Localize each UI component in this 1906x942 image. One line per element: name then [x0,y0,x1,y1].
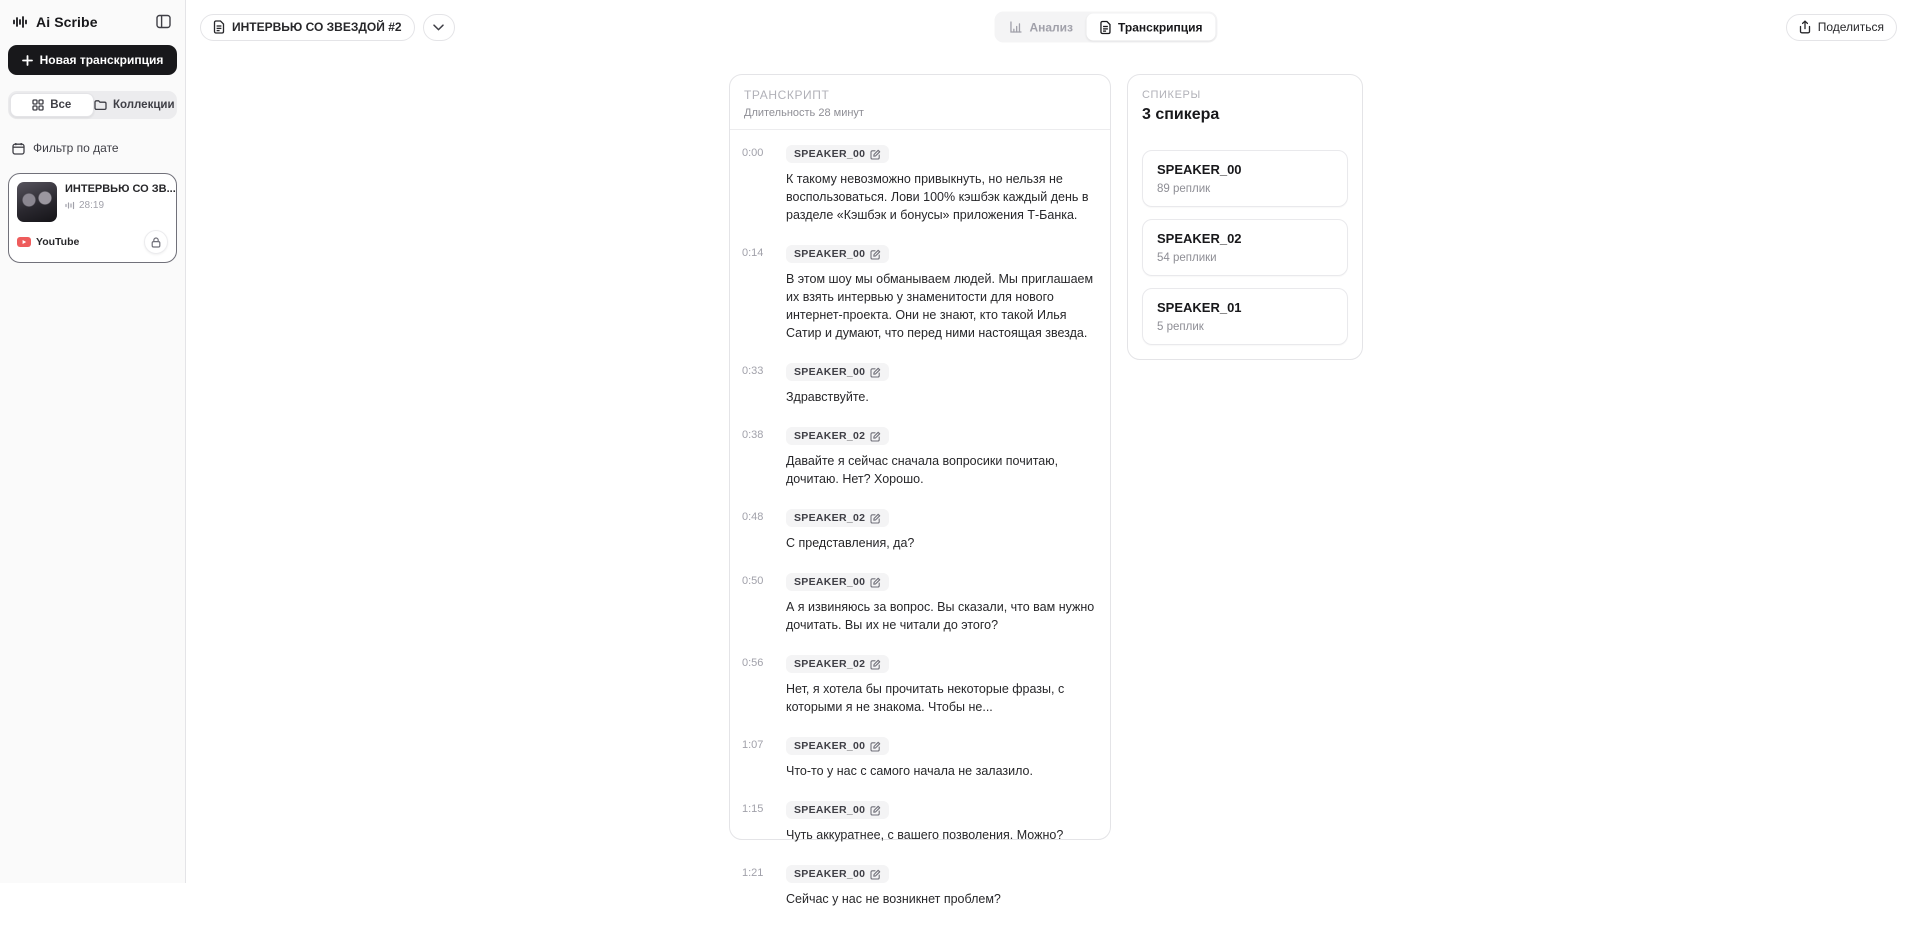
transcript-entries [730,130,1110,942]
entry-body [786,864,1098,908]
speaker-badge[interactable] [786,509,889,527]
transcript-entry [742,572,1098,634]
filter-by-date-label: Фильтр по дате [33,141,119,155]
entry-body [786,572,1098,634]
chevron-down-icon [433,24,444,31]
speaker-badge-label: SPEAKER_00 [794,868,866,880]
folder-icon [94,99,107,111]
entry-timestamp: 0:48 [742,511,764,523]
waveform-logo-icon [12,14,28,30]
sidebar [0,0,186,883]
speaker-card[interactable] [1142,288,1348,345]
sidebar-header [8,12,177,45]
entry-body [786,508,1098,552]
transcript-duration: Длительность 28 минут [744,107,864,119]
transcript-entry [742,864,1098,908]
entry-body [786,426,1098,488]
speaker-card[interactable] [1142,150,1348,207]
document-icon [1099,20,1111,34]
tab-transcription-label: Транскрипция [1118,20,1203,34]
entry-text: С представления, да? [786,536,915,550]
speaker-badge[interactable] [786,427,889,445]
speaker-badge-label: SPEAKER_00 [794,148,866,160]
list-item-top [17,182,176,222]
speaker-replica-count: 5 реплик [1157,321,1204,333]
grid-icon [32,99,44,111]
transcription-list-item[interactable] [8,173,177,263]
entry-timestamp: 1:21 [742,867,764,879]
entry-body [786,654,1098,716]
speaker-badge-label: SPEAKER_00 [794,740,866,752]
lock-icon [151,237,161,248]
source-label [17,236,79,248]
speaker-badge[interactable] [786,363,889,381]
speakers-panel [1127,74,1363,360]
edit-icon [870,513,881,524]
library-segmented-control [8,91,177,119]
source-name: YouTube [36,236,80,248]
speaker-badge-label: SPEAKER_02 [794,430,866,442]
tab-all[interactable] [10,93,94,117]
speaker-badge-label: SPEAKER_00 [794,576,866,588]
video-thumbnail [17,182,57,222]
bar-chart-icon [1009,21,1022,34]
entry-timestamp: 1:15 [742,803,764,815]
main-area [186,0,1906,906]
transcript-entry [742,244,1098,342]
entry-text: Чуть аккуратнее, с вашего позволения. Можно? [786,828,1064,842]
document-menu-button[interactable] [423,14,455,41]
entry-text: Давайте я сейчас сначала вопросики почитаю, дочитаю. Нет? Хорошо. [786,454,1059,486]
content-row [186,54,1906,906]
entry-body [786,144,1098,224]
speaker-badge-label: SPEAKER_00 [794,248,866,260]
entry-text: Нет, я хотела бы прочитать некоторые фразы, с которыми я не знакома. Чтобы не... [786,682,1065,714]
edit-icon [870,367,881,378]
transcript-entry [742,800,1098,844]
entry-timestamp: 0:33 [742,365,764,377]
app-title: Ai Scribe [36,13,98,30]
tab-analysis[interactable] [996,14,1086,41]
entry-timestamp: 0:00 [742,147,764,159]
document-title: ИНТЕРВЬЮ СО ЗВЕЗДОЙ #2 [232,20,402,34]
speakers-title: СПИКЕРЫ [1142,89,1201,101]
calendar-icon [12,142,25,155]
lock-badge [144,230,168,254]
panel-collapse-icon [156,14,171,29]
transcript-entry [742,654,1098,716]
topbar [186,0,1906,54]
edit-icon [870,659,881,670]
entry-text: Сейчас у нас не возникнет проблем? [786,892,1001,906]
speaker-badge[interactable] [786,145,889,163]
entry-body [786,244,1098,342]
entry-timestamp: 0:14 [742,247,764,259]
speaker-badge[interactable] [786,865,889,883]
audio-waveform-icon [65,201,75,210]
entry-text: К такому невозможно привыкнуть, но нельзя не воспользоваться. Лови 100% кэшбэк каждый день в разделе «Кэшбэк и бонусы» приложения Т-Банка. [786,172,1089,222]
edit-icon [870,577,881,588]
tab-all-label: Все [50,99,72,111]
tab-analysis-label: Анализ [1029,20,1074,34]
edit-icon [870,869,881,880]
transcript-title: ТРАНСКРИПТ [744,88,830,102]
list-item-info [65,182,176,222]
edit-icon [870,805,881,816]
new-transcription-button[interactable] [8,45,177,75]
entry-timestamp: 0:56 [742,657,764,669]
speaker-badge[interactable] [786,737,889,755]
entry-timestamp: 1:07 [742,739,764,751]
speaker-badge-label: SPEAKER_00 [794,804,866,816]
transcript-panel [729,74,1111,906]
view-tabs [994,12,1217,43]
speakers-list [1142,150,1348,345]
speaker-badge-label: SPEAKER_00 [794,366,866,378]
youtube-icon [17,237,31,247]
entry-body [786,736,1098,780]
entry-timestamp: 0:38 [742,429,764,441]
transcript-entry [742,144,1098,224]
entry-timestamp: 0:50 [742,575,764,587]
speaker-badge-label: SPEAKER_02 [794,658,866,670]
speaker-replica-count: 89 реплик [1157,183,1211,195]
entry-text: Что-то у нас с самого начала не залазило. [786,764,1033,778]
transcript-entry [742,426,1098,488]
document-title-pill[interactable] [200,14,415,41]
speaker-badge-label: SPEAKER_02 [794,512,866,524]
share-icon [1799,20,1811,34]
edit-icon [870,149,881,160]
speaker-name: SPEAKER_01 [1157,300,1242,315]
share-label: Поделиться [1817,20,1884,34]
filter-by-date[interactable] [8,137,177,159]
entry-text: В этом шоу мы обманываем людей. Мы приглашаем их взять интервью у знаменитости для нового интернет-проекта. Они не знают, кто такой Илья Сатир и думают, что перед ними настоящая звезда. [786,272,1094,340]
speaker-name: SPEAKER_02 [1157,231,1242,246]
speaker-badge[interactable] [786,801,889,819]
list-item-bottom [17,230,168,254]
new-transcription-label: Новая транскрипция [39,53,164,67]
transcript-entry [742,508,1098,552]
transcript-header [730,75,1110,130]
entry-text: Здравствуйте. [786,390,869,404]
document-icon [213,20,225,34]
share-button[interactable] [1786,14,1897,41]
entry-body [786,800,1098,844]
speaker-badge[interactable] [786,245,889,263]
speaker-name: SPEAKER_00 [1157,162,1242,177]
plus-icon [22,55,33,66]
transcript-entry [742,362,1098,406]
sidebar-collapse-button[interactable] [154,12,173,31]
speakers-count: 3 спикера [1142,106,1220,123]
edit-icon [870,431,881,442]
tab-collections-label: Коллекции [112,99,175,111]
list-item-duration-row [65,200,173,211]
list-item-title: ИНТЕРВЬЮ СО ЗВ... [65,183,176,195]
speaker-replica-count: 54 реплики [1157,252,1217,264]
tab-collections[interactable] [94,93,176,117]
speaker-badge[interactable] [786,655,889,673]
speaker-badge[interactable] [786,573,889,591]
speaker-card[interactable] [1142,219,1348,276]
list-item-duration: 28:19 [79,200,105,212]
edit-icon [870,741,881,752]
entry-body [786,362,1098,406]
transcript-entry [742,736,1098,780]
entry-text: А я извиняюсь за вопрос. Вы сказали, что вам нужно дочитать. Вы их не читали до этого? [786,600,1095,632]
edit-icon [870,249,881,260]
tab-transcription[interactable] [1086,14,1216,41]
